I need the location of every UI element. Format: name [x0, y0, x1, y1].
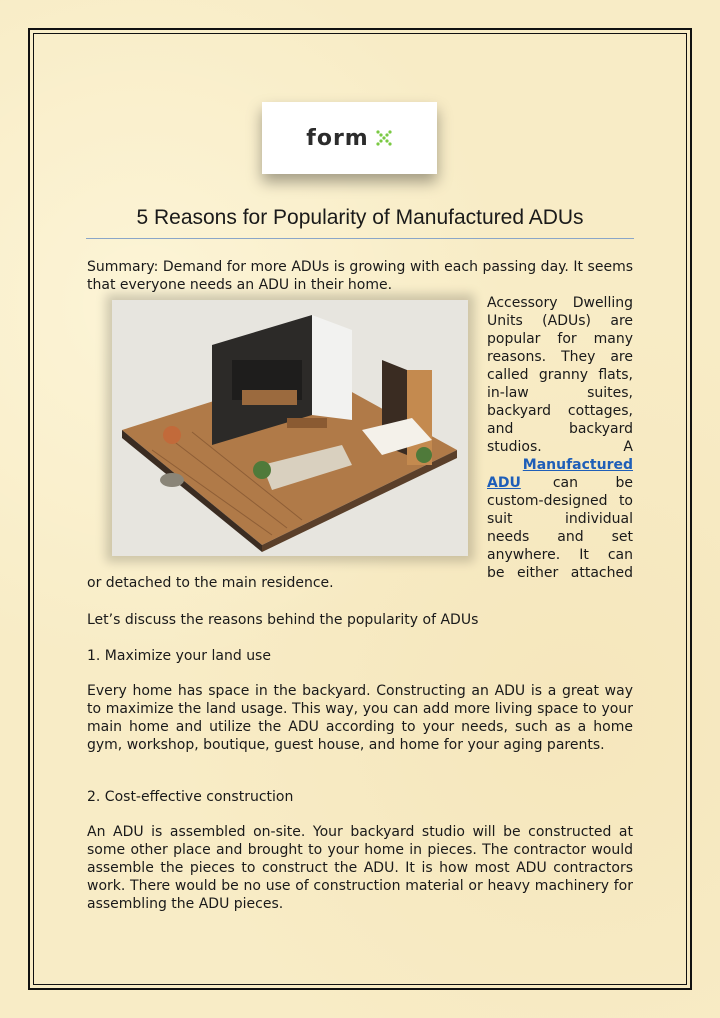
reason-1-heading: 1. Maximize your land use	[87, 648, 271, 664]
side-line: popular for many	[487, 331, 633, 347]
side-line: needs and set	[487, 529, 633, 545]
side-line: in-law suites,	[487, 385, 633, 401]
intro-side-text	[487, 294, 633, 582]
side-line: called granny flats,	[487, 367, 633, 383]
side-line: suit individual	[487, 511, 633, 527]
side-line: anywhere. It can	[487, 547, 633, 563]
formx-logo	[262, 102, 437, 174]
side-line	[487, 456, 633, 474]
intro-text: Let’s discuss the reasons behind the popularity of ADUs	[87, 612, 479, 628]
side-line: be either attached	[487, 565, 633, 581]
manufactured-adu-link-cont[interactable]: ADU	[487, 475, 521, 491]
side-line: backyard cottages,	[487, 403, 633, 419]
title-underline	[86, 238, 634, 239]
side-line: Units (ADUs) are	[487, 313, 633, 329]
continuation-text: or detached to the main residence.	[87, 575, 334, 591]
adu-illustration	[112, 300, 468, 556]
reason-2-heading: 2. Cost-effective construction	[87, 789, 294, 805]
reason-2-body: An ADU is assembled on-site. Your backyard studio will be constructed at some other place and brought to your home in pieces. The contractor would assemble the pieces to construct the ADU. It is how most ADU contractors work. There would be no use of construction material or heavy machinery for assembling the ADU pieces.	[87, 824, 633, 912]
side-line: studios. A	[487, 439, 633, 455]
side-line: custom-designed to	[487, 493, 633, 509]
document-title: 5 Reasons for Popularity of Manufactured ADUs	[136, 206, 584, 229]
summary-paragraph: Summary: Demand for more ADUs is growing with each passing day. It seems that everyone needs an ADU in their home.	[87, 259, 633, 293]
manufactured-adu-link[interactable]: Manufactured	[522, 457, 633, 473]
side-line: and backyard	[487, 421, 633, 437]
side-line	[487, 474, 633, 492]
reason-1-body: Every home has space in the backyard. Constructing an ADU is a great way to maximize the land usage. This way, you can add more living space to your main home and utilize the ADU according to your needs, such as a home gym, workshop, boutique, guest house, and home for your aging parents.	[87, 683, 633, 753]
logo-text: form	[306, 125, 369, 151]
logo-x-icon	[375, 129, 393, 147]
side-line: Accessory Dwelling	[487, 295, 633, 311]
side-line: reasons. They are	[487, 349, 633, 365]
adu-floorplan-image	[112, 300, 468, 556]
side-after-link: can be	[552, 475, 633, 491]
